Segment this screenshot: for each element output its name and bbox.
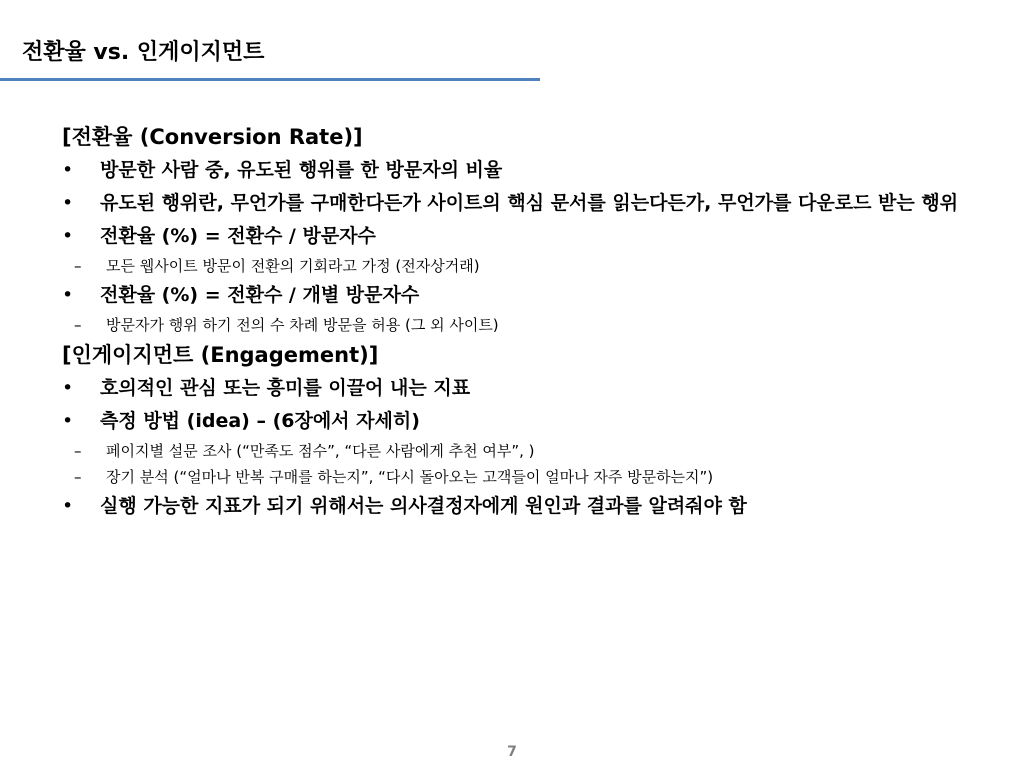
- slide-content: [62, 122, 962, 525]
- title-divider: [0, 78, 540, 81]
- bullet-item: [62, 281, 962, 310]
- dash-marker: –: [74, 257, 82, 275]
- bullet-text: 방문한 사람 중, 유도된 행위를 한 방문자의 비율: [100, 159, 503, 181]
- sub-bullet-text: 방문자가 행위 하기 전의 수 차례 방문을 허용 (그 외 사이트): [106, 316, 499, 334]
- sub-bullet-item: [24, 255, 962, 277]
- bullet-marker: •: [62, 284, 74, 306]
- bullet-text: 전환율 (%) = 전환수 / 개별 방문자수: [100, 284, 420, 306]
- bullet-marker: •: [62, 159, 74, 181]
- dash-marker: –: [74, 468, 82, 486]
- sub-bullet-item: [24, 466, 962, 488]
- conversion-heading: [전환율 (Conversion Rate)]: [62, 125, 363, 149]
- bullet-text: 실행 가능한 지표가 되기 위해서는 의사결정자에게 원인과 결과를 알려줘야 함: [100, 495, 747, 517]
- dash-marker: –: [74, 316, 82, 334]
- sub-bullet-text: 모든 웹사이트 방문이 전환의 기회라고 가정 (전자상거래): [106, 257, 480, 275]
- engagement-bullet-list: [62, 374, 962, 521]
- slide-title: 전환율 vs. 인게이지먼트: [22, 40, 265, 65]
- page-number: 7: [507, 744, 517, 760]
- bullet-item: [62, 222, 962, 251]
- sub-bullet-text: 장기 분석 (“얼마나 반복 구매를 하는지”, “다시 돌아오는 고객들이 얼마나 자주 방문하는지”): [106, 468, 714, 486]
- bullet-text: 호의적인 관심 또는 흥미를 이끌어 내는 지표: [100, 377, 471, 399]
- conversion-bullet-list: [62, 156, 962, 336]
- bullet-text: 유도된 행위란, 무언가를 구매한다든가 사이트의 핵심 문서를 읽는다든가, 무언가를 다운로드 받는 행위: [100, 192, 959, 214]
- bullet-item: [62, 407, 962, 436]
- sub-bullet-item: [24, 314, 962, 336]
- dash-marker: –: [74, 442, 82, 460]
- bullet-marker: •: [62, 225, 74, 247]
- bullet-item: [62, 189, 962, 218]
- engagement-heading: [인게이지먼트 (Engagement)]: [62, 343, 379, 367]
- bullet-text: 측정 방법 (idea) – (6장에서 자세히): [100, 410, 420, 432]
- sub-bullet-text: 페이지별 설문 조사 (“만족도 점수”, “다른 사람에게 추천 여부”, ): [106, 442, 535, 460]
- bullet-marker: •: [62, 377, 74, 399]
- bullet-item: [62, 374, 962, 403]
- bullet-item: [62, 156, 962, 185]
- sub-bullet-item: [24, 440, 962, 462]
- bullet-marker: •: [62, 495, 74, 517]
- bullet-item: [62, 492, 962, 521]
- bullet-text: 전환율 (%) = 전환수 / 방문자수: [100, 225, 376, 247]
- bullet-marker: •: [62, 410, 74, 432]
- bullet-marker: •: [62, 192, 74, 214]
